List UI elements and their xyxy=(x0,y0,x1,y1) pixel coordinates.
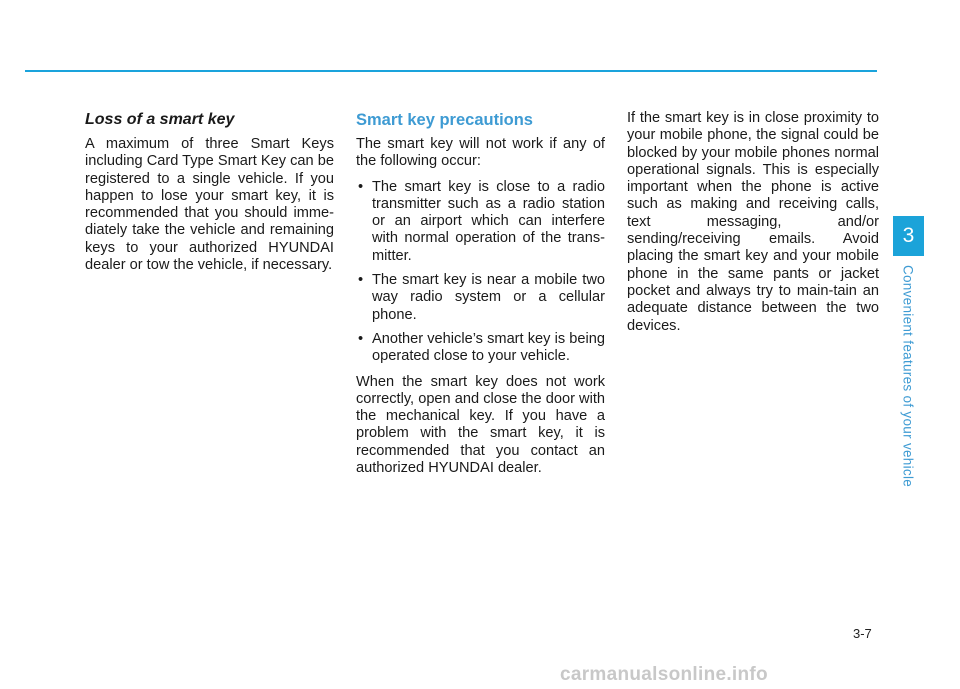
chapter-title: Convenient features of your vehicle xyxy=(900,264,916,488)
list-item xyxy=(356,179,605,265)
section-heading-loss: Loss of a smart key xyxy=(85,111,235,128)
page-number: 3-7 xyxy=(853,626,872,641)
chapter-number: 3 xyxy=(902,224,915,247)
precautions-intro: The smart key will not work if any of the following occur: xyxy=(356,136,605,170)
section-heading-precautions: Smart key precautions xyxy=(356,111,533,129)
precautions-paragraph: When the smart key does not work correctly, open and close the door with the mechanical key. If you have a problem with the smart key, it is recommended that you contact an authorized HYUNDAI dealer. xyxy=(356,373,605,477)
chapter-tab xyxy=(893,216,924,256)
list-item xyxy=(356,331,605,366)
watermark: carmanualsonline.info xyxy=(560,664,768,685)
list-item-text: The smart key is close to a radio transmitter such as a radio station or an airport which can interfere with normal operation of the trans-mitter. xyxy=(372,178,605,264)
column-mobile-phone-note xyxy=(627,110,879,343)
column-loss-of-smart-key xyxy=(85,110,334,282)
precautions-list xyxy=(356,179,605,366)
column-smart-key-precautions xyxy=(356,110,605,485)
list-item xyxy=(356,272,605,324)
loss-paragraph: A maximum of three Smart Keys including Card Type Smart Key can be registered to a single vehicle. If you happen to lose your smart key, it is recommended that you should imme-diately take the vehicle and remaining keys to your authorized HYUNDAI dealer or tow the vehicle, if necessary. xyxy=(85,136,334,274)
bullet-icon: • xyxy=(358,178,364,195)
top-divider xyxy=(25,70,877,72)
list-item-text: The smart key is near a mobile two way radio system or a cellular phone. xyxy=(372,272,605,323)
mobile-phone-paragraph: If the smart key is in close proximity to your mobile phone, the signal could be blocked by your mobile phones normal operational signals. This is especially important when the phone is active such as making and receiving calls, text messaging, and/or sending/receiving emails. Avoid placing the smart key and your mobile phone in the same pants or jacket pocket and always try to main-tain an adequate distance between the two devices. xyxy=(627,110,879,334)
bullet-icon: • xyxy=(358,272,364,289)
bullet-icon: • xyxy=(358,330,364,347)
list-item-text: Another vehicle’s smart key is being operated close to your vehicle. xyxy=(372,330,605,365)
